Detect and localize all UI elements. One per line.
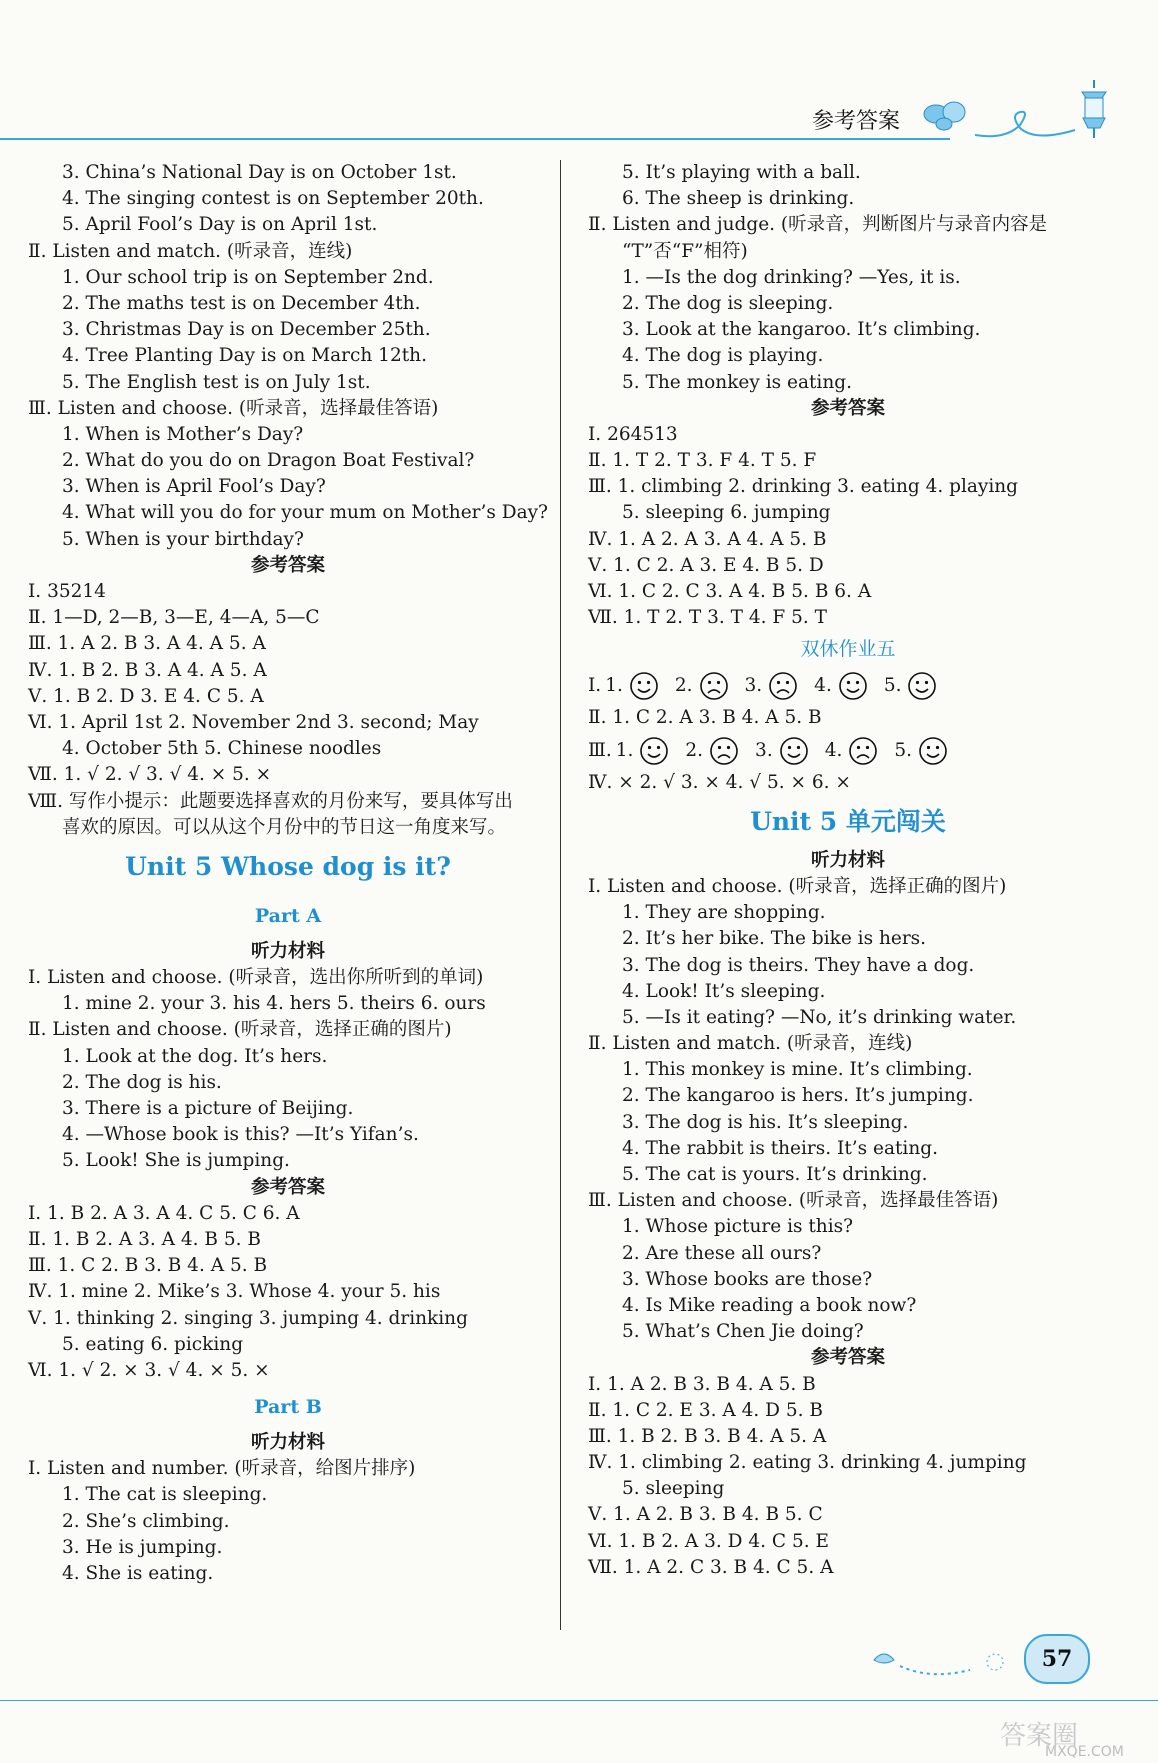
- answer-line: 4. —Whose book is this? —It’s Yifan’s.: [62, 1124, 419, 1146]
- question-line: Ⅰ. 1. A 2. B 3. B 4. A 5. B: [588, 1373, 816, 1395]
- answer-line: 3. He is jumping.: [62, 1536, 223, 1558]
- answer-line: 喜欢的原因。可以从这个月份中的节日这一角度来写。: [62, 816, 507, 838]
- weekend-homework: [588, 667, 1108, 795]
- page-title: 参考答案: [812, 109, 901, 134]
- answer-line: 1. Look at the dog. It’s hers.: [62, 1045, 328, 1067]
- question-line: Ⅴ. 1. A 2. B 3. B 4. B 5. C: [588, 1504, 823, 1526]
- question-line: Ⅱ. 1. B 2. A 3. A 4. B 5. B: [28, 1228, 262, 1250]
- answer-line: 2. The dog is his.: [62, 1071, 222, 1093]
- bird-doodle-icon: [870, 1640, 1030, 1680]
- weekend-row-3: [588, 732, 1108, 770]
- part-title: Part B: [254, 1396, 322, 1419]
- question-line: Ⅰ. 264513: [588, 423, 678, 445]
- section-subheading: 参考答案: [810, 1347, 885, 1369]
- header-rule: [0, 138, 950, 140]
- answer-line: 3. China’s National Day is on October 1st.: [62, 162, 457, 183]
- question-line: Ⅰ. Listen and choose. (听录音，选出你所听到的单词): [28, 967, 484, 989]
- question-line: Ⅵ. 1. April 1st 2. November 2nd 3. second; May: [28, 711, 479, 733]
- answer-line: 3. Whose books are those?: [622, 1268, 873, 1290]
- item-number: 5.: [894, 739, 913, 761]
- butterfly-icon: [918, 96, 978, 136]
- answer-line: 2. The kangaroo is hers. It’s jumping.: [622, 1085, 974, 1107]
- weekend-row-2: Ⅱ. 1. C 2. A 3. B 4. A 5. B: [588, 707, 822, 729]
- answer-line: 4. Tree Planting Day is on March 12th.: [62, 345, 427, 367]
- answer-line: 4. October 5th 5. Chinese noodles: [62, 738, 382, 760]
- question-line: Ⅶ. 1. √ 2. √ 3. √ 4. × 5. ×: [28, 764, 272, 786]
- watermark-logo: 答案圈: [1000, 1721, 1079, 1751]
- smiley-face-icon: [779, 736, 809, 766]
- question-line: Ⅴ. 1. B 2. D 3. E 4. C 5. A: [28, 685, 264, 707]
- row-label: Ⅲ.: [588, 739, 612, 761]
- smiley-face-icon: [629, 671, 659, 701]
- answer-line: 4. What will you do for your mum on Mother’s Day?: [62, 502, 548, 524]
- smiley-face-icon: [639, 736, 669, 766]
- answer-line: 2. The dog is sleeping.: [622, 292, 834, 314]
- smiley-face-icon: [918, 736, 948, 766]
- column-divider: [560, 160, 561, 1630]
- answer-line: 3. When is April Fool’s Day?: [62, 476, 326, 498]
- section-subheading: 听力材料: [250, 1432, 325, 1454]
- item-number: 3.: [744, 675, 763, 697]
- frowny-face-icon: [768, 671, 798, 701]
- swirl-decoration-icon: [975, 100, 1085, 145]
- frowny-face-icon: [699, 671, 729, 701]
- question-line: Ⅴ. 1. C 2. A 3. E 4. B 5. D: [588, 554, 824, 576]
- answer-line: 4. The dog is playing.: [622, 345, 824, 367]
- watermark-url: MXQE.COM: [1045, 1744, 1124, 1760]
- answer-line: 4. Look! It’s sleeping.: [622, 980, 826, 1002]
- question-line: Ⅱ. Listen and match. (听录音，连线): [588, 1033, 913, 1055]
- question-line: Ⅰ. 35214: [28, 581, 106, 602]
- answer-line: 5. eating 6. picking: [62, 1333, 244, 1355]
- right-column-top: [588, 160, 1108, 667]
- section-heading: 双休作业五: [800, 638, 896, 661]
- answer-line: 4. She is eating.: [62, 1563, 214, 1584]
- answer-line: 1. —Is the dog drinking? —Yes, it is.: [622, 266, 961, 288]
- answer-line: 3. Look at the kangaroo. It’s climbing.: [622, 319, 981, 341]
- answer-line: “T”否“F”相符): [622, 240, 748, 262]
- left-column: [28, 160, 548, 1587]
- question-line: Ⅲ. Listen and choose. (听录音，选择最佳答语): [588, 1190, 999, 1212]
- question-line: Ⅳ. 1. B 2. B 3. A 4. A 5. A: [28, 659, 267, 681]
- row-label: Ⅰ.: [588, 675, 602, 697]
- answer-line: 5. It’s playing with a ball.: [622, 162, 861, 183]
- section-subheading: 参考答案: [250, 1176, 325, 1198]
- section-subheading: 听力材料: [810, 849, 885, 871]
- question-line: Ⅶ. 1. A 2. C 3. B 4. C 5. A: [588, 1556, 834, 1578]
- item-number: 2.: [674, 675, 693, 697]
- item-number: 1.: [605, 675, 623, 697]
- answer-line: 1. The cat is sleeping.: [62, 1484, 268, 1506]
- weekend-row-4: Ⅳ. × 2. √ 3. × 4. √ 5. × 6. ×: [588, 771, 851, 793]
- answer-line: 1. This monkey is mine. It’s climbing.: [622, 1059, 973, 1081]
- question-line: Ⅵ. 1. C 2. C 3. A 4. B 5. B 6. A: [588, 581, 872, 602]
- answer-line: 5. —Is it eating? —No, it’s drinking water.: [622, 1006, 1017, 1028]
- question-line: Ⅱ. Listen and choose. (听录音，选择正确的图片): [28, 1019, 452, 1041]
- answer-line: 2. The maths test is on December 4th.: [62, 292, 421, 314]
- answer-line: 5. sleeping 6. jumping: [622, 502, 831, 524]
- question-line: Ⅲ. Listen and choose. (听录音，选择最佳答语): [28, 397, 439, 419]
- right-column-bottom: [588, 796, 1108, 1581]
- question-line: Ⅲ. 1. climbing 2. drinking 3. eating 4. playing: [588, 476, 1019, 498]
- section-subheading: 听力材料: [250, 940, 325, 962]
- answer-line: 5. The cat is yours. It’s drinking.: [622, 1164, 928, 1185]
- question-line: Ⅷ. 写作小提示：此题要选择喜欢的月份来写，要具体写出: [28, 790, 513, 812]
- unit-title: Unit 5 Whose dog is it?: [125, 851, 451, 881]
- section-subheading: 参考答案: [250, 554, 325, 576]
- lantern-icon: [1074, 78, 1114, 140]
- answer-line: 5. The monkey is eating.: [622, 371, 852, 393]
- question-line: Ⅳ. 1. A 2. A 3. A 4. A 5. B: [588, 528, 827, 550]
- unit-title: Unit 5 单元闯关: [750, 806, 946, 836]
- item-number: 5.: [883, 675, 902, 697]
- question-line: Ⅵ. 1. B 2. A 3. D 4. C 5. E: [588, 1530, 829, 1552]
- answer-line: 5. What’s Chen Jie doing?: [622, 1321, 864, 1343]
- answer-line: 3. The dog is his. It’s sleeping.: [622, 1111, 909, 1133]
- answer-line: 3. Christmas Day is on December 25th.: [62, 319, 431, 341]
- question-line: Ⅰ. Listen and choose. (听录音，选择正确的图片): [588, 875, 1007, 897]
- answer-line: 3. There is a picture of Beijing.: [62, 1098, 354, 1119]
- question-line: Ⅲ. 1. C 2. B 3. B 4. A 5. B: [28, 1255, 268, 1277]
- page-number: 57: [1024, 1634, 1090, 1684]
- answer-line: 5. sleeping: [622, 1478, 725, 1500]
- answer-line: 4. Is Mike reading a book now?: [622, 1294, 917, 1316]
- smiley-face-icon: [838, 671, 868, 701]
- question-line: Ⅱ. 1—D, 2—B, 3—E, 4—A, 5—C: [28, 607, 320, 629]
- weekend-row-1: [588, 667, 1108, 705]
- answer-line: 1. When is Mother’s Day?: [62, 423, 304, 445]
- question-line: Ⅰ. Listen and number. (听录音，给图片排序): [28, 1458, 416, 1480]
- item-number: 3.: [755, 739, 773, 761]
- frowny-face-icon: [709, 736, 739, 766]
- item-number: 2.: [685, 739, 704, 761]
- answer-line: 4. The singing contest is on September 20th.: [62, 188, 484, 210]
- answer-line: 2. She’s climbing.: [62, 1510, 230, 1532]
- answer-line: 1. Our school trip is on September 2nd.: [62, 266, 434, 288]
- question-line: Ⅲ. 1. B 2. B 3. B 4. A 5. A: [588, 1425, 827, 1447]
- question-line: Ⅱ. 1. T 2. T 3. F 4. T 5. F: [588, 450, 817, 472]
- question-line: Ⅰ. 1. B 2. A 3. A 4. C 5. C 6. A: [28, 1202, 300, 1224]
- answer-line: 1. mine 2. your 3. his 4. hers 5. theirs 6. ours: [62, 993, 486, 1015]
- question-line: Ⅱ. Listen and match. (听录音，连线): [28, 240, 353, 262]
- answer-line: 1. Whose picture is this?: [622, 1216, 854, 1238]
- answer-line: 2. It’s her bike. The bike is hers.: [622, 928, 927, 950]
- item-number: 4.: [814, 675, 832, 697]
- answer-line: 3. The dog is theirs. They have a dog.: [622, 954, 975, 976]
- right-column: [588, 160, 1108, 1581]
- answer-line: 2. Are these all ours?: [622, 1242, 822, 1264]
- answer-line: 5. The English test is on July 1st.: [62, 371, 371, 393]
- question-line: Ⅴ. 1. thinking 2. singing 3. jumping 4. drinking: [28, 1307, 468, 1329]
- question-line: Ⅶ. 1. T 2. T 3. T 4. F 5. T: [588, 607, 828, 629]
- frowny-face-icon: [848, 736, 878, 766]
- item-number: 1.: [615, 739, 634, 761]
- answer-line: 5. When is your birthday?: [62, 528, 304, 550]
- question-line: Ⅳ. 1. climbing 2. eating 3. drinking 4. jumping: [588, 1452, 1027, 1474]
- answer-line: 4. The rabbit is theirs. It’s eating.: [622, 1137, 938, 1159]
- answer-line: 2. What do you do on Dragon Boat Festival?: [62, 450, 475, 472]
- answer-line: 1. They are shopping.: [622, 902, 826, 924]
- question-line: Ⅵ. 1. √ 2. × 3. √ 4. × 5. ×: [28, 1359, 270, 1381]
- question-line: Ⅱ. Listen and judge. (听录音，判断图片与录音内容是: [588, 214, 1048, 236]
- answer-line: 5. Look! She is jumping.: [62, 1150, 290, 1172]
- question-line: Ⅲ. 1. A 2. B 3. A 4. A 5. A: [28, 633, 266, 655]
- smiley-face-icon: [907, 671, 937, 701]
- answer-line: 6. The sheep is drinking.: [622, 188, 855, 210]
- item-number: 4.: [824, 739, 843, 761]
- section-subheading: 参考答案: [810, 397, 885, 419]
- question-line: Ⅱ. 1. C 2. E 3. A 4. D 5. B: [588, 1399, 823, 1421]
- part-title: Part A: [254, 904, 322, 927]
- question-line: Ⅳ. 1. mine 2. Mike’s 3. Whose 4. your 5. his: [28, 1281, 441, 1303]
- answer-line: 5. April Fool’s Day is on April 1st.: [62, 214, 378, 236]
- footer-rule: [0, 1700, 1158, 1701]
